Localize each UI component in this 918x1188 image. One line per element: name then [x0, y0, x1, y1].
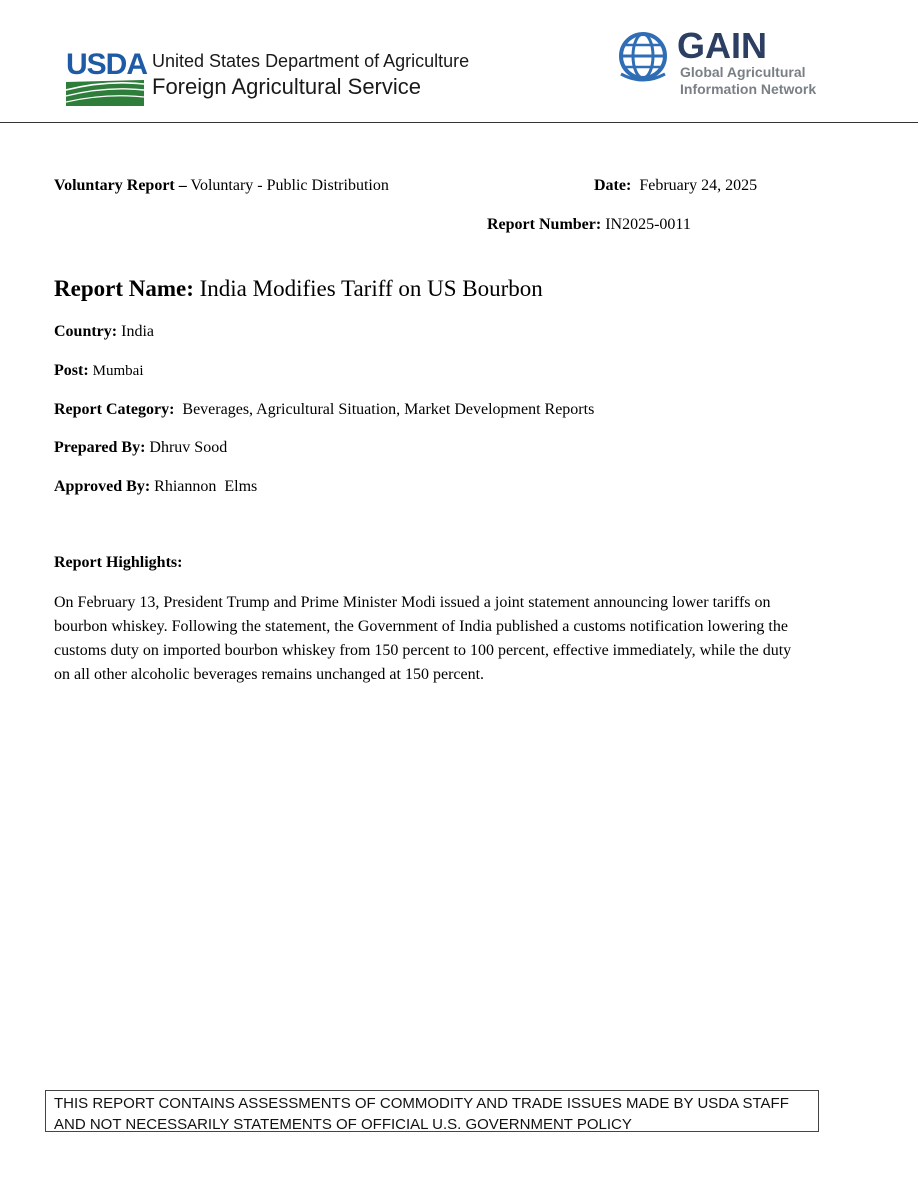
- disclaimer-box: [45, 1090, 819, 1132]
- report-date: [594, 177, 757, 195]
- report-approved-label: Approved By:: [54, 478, 151, 495]
- report-number-label: Report Number:: [487, 216, 602, 233]
- report-prepared-label: Prepared By:: [54, 439, 146, 456]
- report-name-value: India Modifies Tariff on US Bourbon: [199, 276, 543, 301]
- usda-logo: [66, 48, 148, 106]
- agency-service-name: Foreign Agricultural Service: [152, 74, 422, 99]
- gain-globe-icon: [615, 30, 671, 86]
- report-prepared-value: Dhruv Sood: [149, 439, 228, 456]
- disclaimer-line2: AND NOT NECESSARILY STATEMENTS OF OFFICIAL U.S. GOVERNMENT POLICY: [54, 1116, 632, 1133]
- gain-title: GAIN: [677, 25, 767, 66]
- report-approved-value: Rhiannon Elms: [154, 478, 258, 495]
- header-divider: [0, 122, 918, 123]
- report-highlights-heading: [54, 554, 182, 572]
- gain-subtitle-line2: Information Network: [680, 81, 817, 97]
- report-country-label: Country:: [54, 323, 118, 340]
- report-number: [487, 216, 691, 234]
- report-post: [54, 362, 144, 380]
- report-approved-by: [54, 478, 257, 496]
- report-type-value: Voluntary - Public Distribution: [190, 177, 389, 194]
- usda-logo-field-icon: [66, 50, 144, 106]
- disclaimer-line1: THIS REPORT CONTAINS ASSESSMENTS OF COMMODITY AND TRADE ISSUES MADE BY USDA STAFF: [54, 1095, 789, 1112]
- report-date-value: February 24, 2025: [639, 177, 758, 194]
- report-post-value: Mumbai: [92, 363, 144, 379]
- usda-logo-letters: USDA: [66, 48, 148, 81]
- agency-name: United States Department of Agriculture: [152, 51, 470, 71]
- report-prepared-by: [54, 439, 227, 457]
- report-category-label: Report Category:: [54, 401, 175, 418]
- report-number-value: IN2025-0011: [605, 216, 691, 233]
- report-country: [54, 323, 154, 341]
- report-name: [54, 276, 543, 302]
- report-highlights-label: Report Highlights:: [54, 554, 183, 571]
- gain-subtitle-line1: Global Agricultural: [680, 64, 806, 80]
- report-country-value: India: [121, 323, 154, 340]
- report-highlights-text: On February 13, President Trump and Prime Minister Modi issued a joint statement announcing lower tariffs on bourbon whiskey. Following the statement, the Government of India published a customs notification lowering the customs duty on imported bourbon whiskey from 150 percent to 100 percent, effective immediately, while the duty on all other alcoholic beverages remains unchanged at 150 percent.: [54, 594, 792, 683]
- report-post-label: Post:: [54, 362, 89, 379]
- report-name-label: Report Name:: [54, 276, 194, 301]
- report-type-label: Voluntary Report –: [54, 177, 187, 194]
- report-category: [54, 401, 594, 419]
- report-category-value: Beverages, Agricultural Situation, Market Development Reports: [182, 401, 595, 418]
- report-type: [54, 177, 389, 195]
- report-date-label: Date:: [594, 177, 632, 194]
